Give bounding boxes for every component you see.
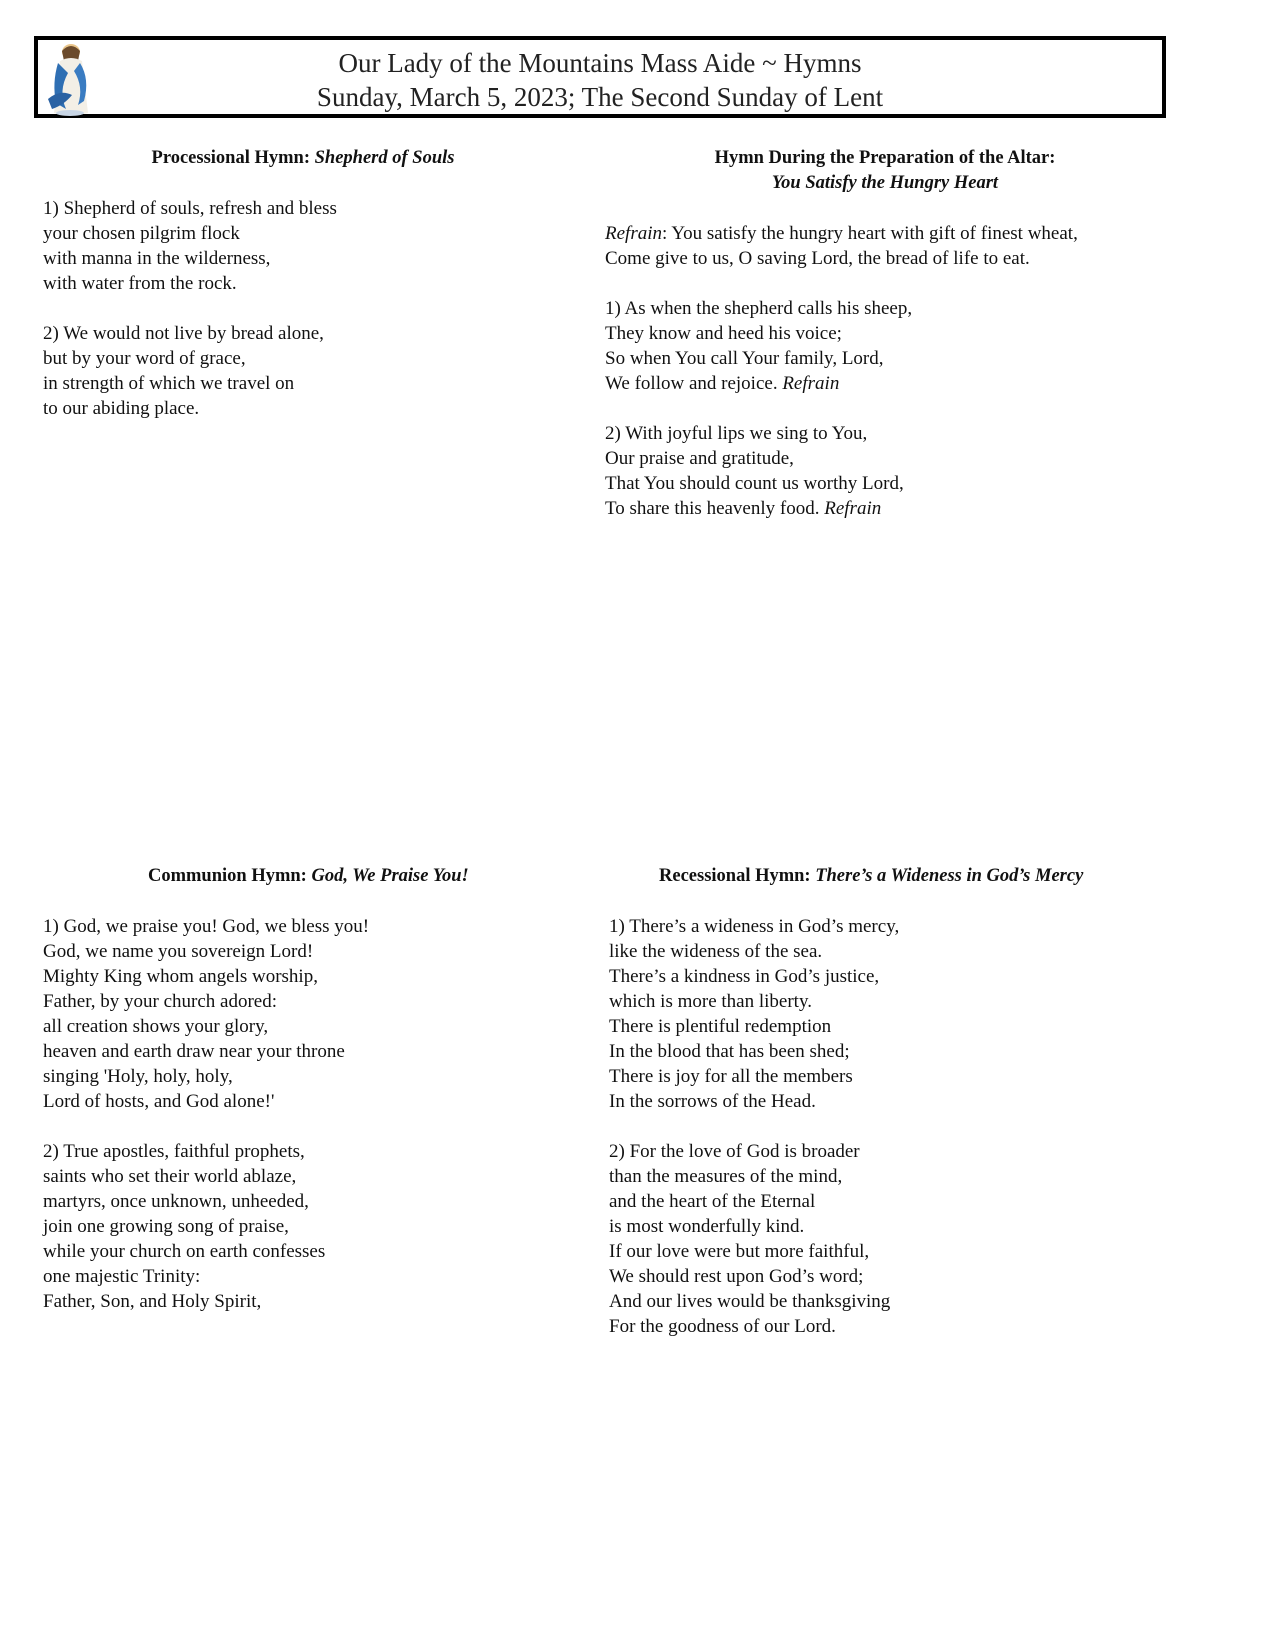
verse-line: singing 'Holy, holy, holy, xyxy=(43,1066,233,1087)
hymn-heading xyxy=(609,864,1219,889)
verse-line: 2) We would not live by bread alone, xyxy=(43,323,324,344)
verse-line: while your church on earth confesses xyxy=(43,1241,326,1262)
verse-line: which is more than liberty. xyxy=(609,991,812,1012)
verse-line-text: We follow and rejoice. xyxy=(605,373,783,394)
verse-line: If our love were but more faithful, xyxy=(609,1241,870,1262)
preparation-hymn xyxy=(605,146,1165,546)
verse xyxy=(43,1139,603,1314)
verse-line: Lord of hosts, and God alone!' xyxy=(43,1091,275,1112)
verse-line: 1) God, we praise you! God, we bless you! xyxy=(43,916,370,937)
verse-line: In the blood that has been shed; xyxy=(609,1041,850,1062)
page-header xyxy=(34,36,1166,118)
communion-hymn xyxy=(43,864,603,1339)
verse-line: There is plentiful redemption xyxy=(609,1016,832,1037)
verse-line: They know and heed his voice; xyxy=(605,323,842,344)
verse-line: 2) True apostles, faithful prophets, xyxy=(43,1141,305,1162)
verse-line: but by your word of grace, xyxy=(43,348,246,369)
recessional-hymn xyxy=(609,864,1169,1364)
verse-line: There’s a kindness in God’s justice, xyxy=(609,966,880,987)
hymn-label: Communion Hymn: xyxy=(148,866,312,886)
verse-line: We should rest upon God’s word; xyxy=(609,1266,864,1287)
verse-line xyxy=(605,371,1165,396)
verse-line: For the goodness of our Lord. xyxy=(609,1316,836,1337)
verse-line: to our abiding place. xyxy=(43,398,200,419)
verse-line: your chosen pilgrim flock xyxy=(43,223,240,244)
verse-line: 1) As when the shepherd calls his sheep, xyxy=(605,298,913,319)
refrain-label: Refrain xyxy=(605,223,662,244)
document-title: Our Lady of the Mountains Mass Aide ~ Hymns xyxy=(338,48,862,78)
refrain-text: : You satisfy the hungry heart with gift of finest wheat, xyxy=(662,223,1078,244)
refrain-cue: Refrain xyxy=(782,373,840,394)
verse-line: with water from the rock. xyxy=(43,273,237,294)
verse-line: Our praise and gratitude, xyxy=(605,448,794,469)
verse-line: Father, Son, and Holy Spirit, xyxy=(43,1291,262,1312)
header-title-block xyxy=(38,46,1162,114)
verse-line: one majestic Trinity: xyxy=(43,1266,201,1287)
verse-line: martyrs, once unknown, unheeded, xyxy=(43,1191,309,1212)
verse-line: God, we name you sovereign Lord! xyxy=(43,941,314,962)
verse xyxy=(605,296,1165,396)
refrain xyxy=(605,221,1165,271)
verse xyxy=(609,1139,1169,1339)
hymn-label: Recessional Hymn: xyxy=(659,866,816,886)
verse-line: In the sorrows of the Head. xyxy=(609,1091,816,1112)
verse-line: There is joy for all the members xyxy=(609,1066,853,1087)
verse-line-text: To share this heavenly food. xyxy=(605,498,825,519)
hymn-name: Shepherd of Souls xyxy=(314,148,455,168)
verse-line: and the heart of the Eternal xyxy=(609,1191,816,1212)
verse xyxy=(609,914,1169,1114)
hymn-name: God, We Praise You! xyxy=(311,866,469,886)
verse-line: 2) With joyful lips we sing to You, xyxy=(605,423,868,444)
verse xyxy=(43,321,563,421)
verse-line: is most wonderfully kind. xyxy=(609,1216,805,1237)
verse xyxy=(605,421,1165,521)
verse-line: than the measures of the mind, xyxy=(609,1166,843,1187)
verse-line: join one growing song of praise, xyxy=(43,1216,289,1237)
verse-line: Father, by your church adored: xyxy=(43,991,278,1012)
hymn-heading xyxy=(605,146,1165,196)
verse-line: like the wideness of the sea. xyxy=(609,941,823,962)
verse-line: all creation shows your glory, xyxy=(43,1016,269,1037)
verse xyxy=(43,914,603,1114)
processional-hymn xyxy=(43,146,563,446)
verse-line: with manna in the wilderness, xyxy=(43,248,271,269)
verse-line: saints who set their world ablaze, xyxy=(43,1166,297,1187)
refrain-line xyxy=(605,221,1165,246)
verse-line: That You should count us worthy Lord, xyxy=(605,473,904,494)
hymn-label: Hymn During the Preparation of the Altar: xyxy=(714,148,1056,168)
refrain-line: Come give to us, O saving Lord, the bread of life to eat. xyxy=(605,248,1030,269)
verse-line: in strength of which we travel on xyxy=(43,373,295,394)
verse xyxy=(43,196,563,296)
hymn-label: Processional Hymn: xyxy=(151,148,315,168)
verse-line xyxy=(605,496,1165,521)
hymn-name: You Satisfy the Hungry Heart xyxy=(771,173,999,193)
refrain-cue: Refrain xyxy=(824,498,882,519)
verse-line: Mighty King whom angels worship, xyxy=(43,966,318,987)
hymn-name: There’s a Wideness in God’s Mercy xyxy=(815,866,1084,886)
hymn-heading xyxy=(43,146,563,171)
verse-line: heaven and earth draw near your throne xyxy=(43,1041,345,1062)
verse-line: 1) Shepherd of souls, refresh and bless xyxy=(43,198,337,219)
verse-line: 1) There’s a wideness in God’s mercy, xyxy=(609,916,900,937)
verse-line: So when You call Your family, Lord, xyxy=(605,348,884,369)
verse-line: And our lives would be thanksgiving xyxy=(609,1291,891,1312)
verse-line: 2) For the love of God is broader xyxy=(609,1141,860,1162)
document-subtitle: Sunday, March 5, 2023; The Second Sunday of Lent xyxy=(316,82,884,112)
